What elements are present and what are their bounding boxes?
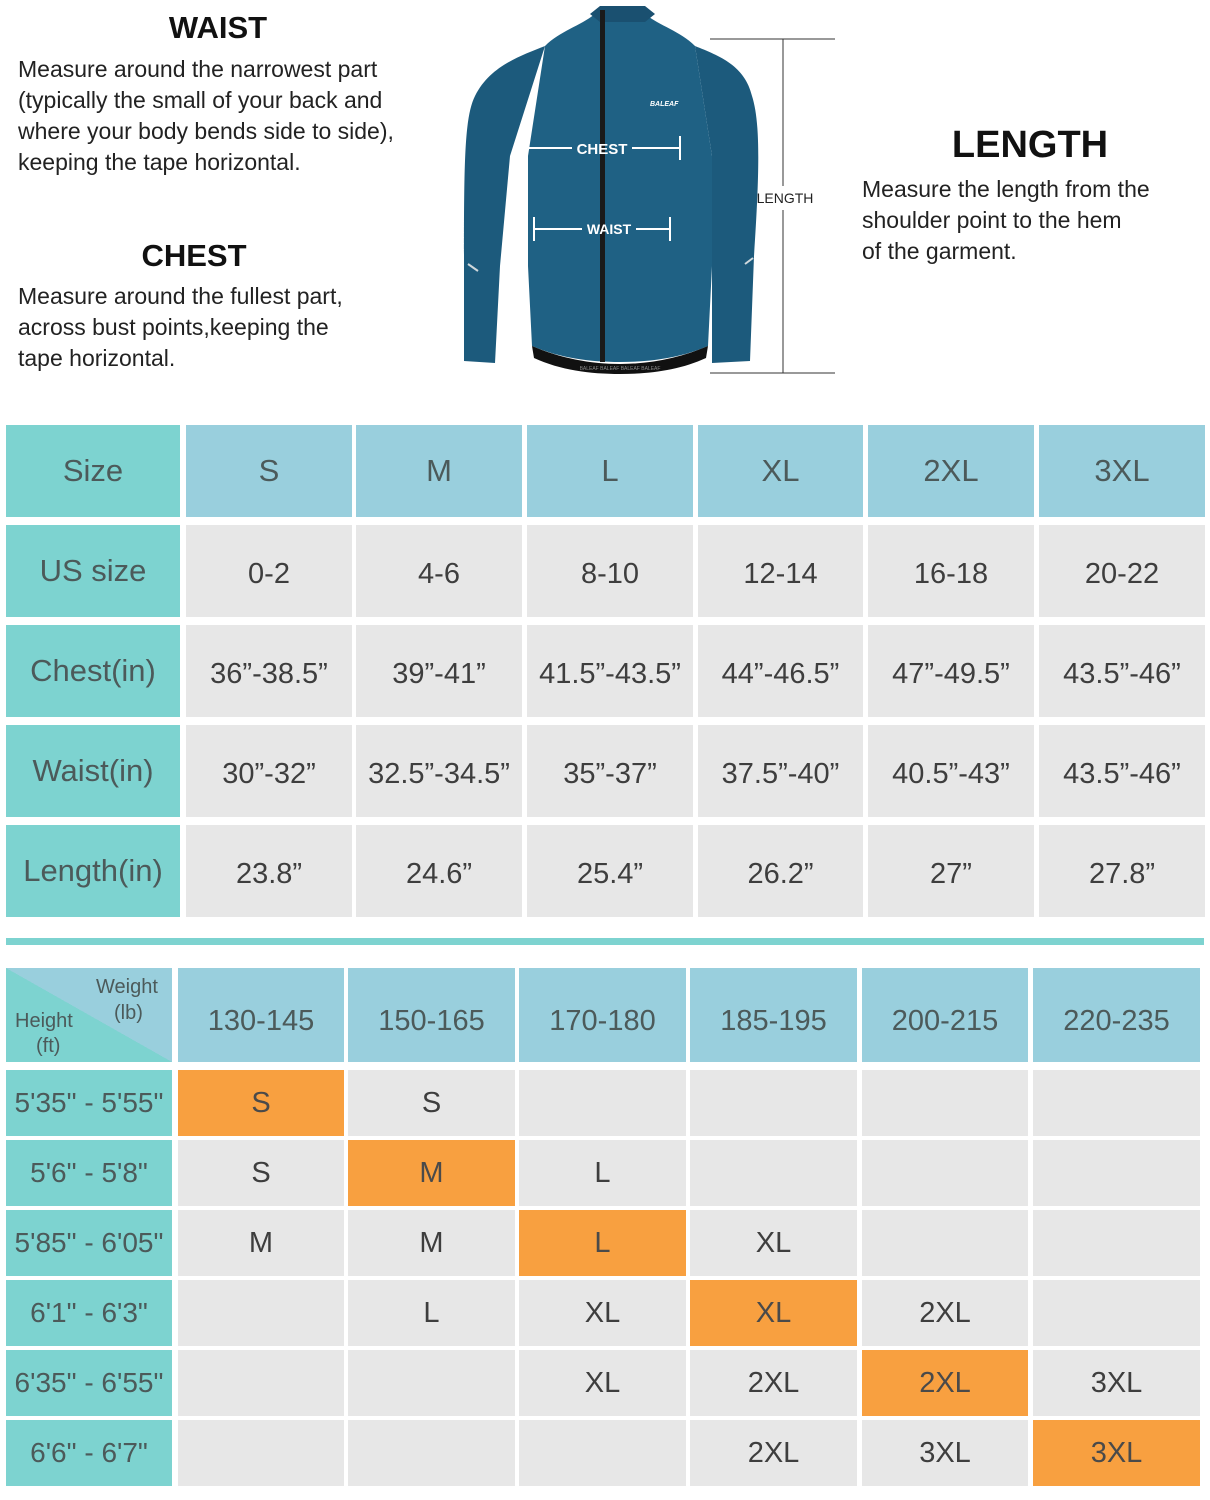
size-table-cell: 24.6” xyxy=(356,825,522,917)
size-header-cell: M xyxy=(356,425,522,517)
size-table-cell: 32.5”-34.5” xyxy=(356,725,522,817)
size-table-cell: 47”-49.5” xyxy=(868,625,1034,717)
waist-desc-line: (typically the small of your back and xyxy=(18,87,383,113)
size-table-cell: 40.5”-43” xyxy=(868,725,1034,817)
fit-table-cell xyxy=(519,1070,686,1136)
fit-table-cell: M xyxy=(348,1210,515,1276)
size-table-cell: 43.5”-46” xyxy=(1039,625,1205,717)
fit-weight-header: 200-215 xyxy=(862,968,1028,1062)
size-table-cell: 37.5”-40” xyxy=(698,725,863,817)
size-table-cell: 23.8” xyxy=(186,825,352,917)
chest-description xyxy=(18,281,458,374)
hem-text: BALEAF BALEAF BALEAF BALEAF xyxy=(579,366,661,372)
size-header-cell: S xyxy=(186,425,352,517)
size-table-cell: 36”-38.5” xyxy=(186,625,352,717)
fit-table-cell xyxy=(1033,1140,1200,1206)
fit-table-cell xyxy=(348,1420,515,1486)
fit-table-cell: XL xyxy=(519,1280,686,1346)
fit-table-cell xyxy=(690,1140,857,1206)
size-table-cell: 35”-37” xyxy=(527,725,693,817)
fit-table-cell: 2XL xyxy=(862,1280,1028,1346)
length-description xyxy=(862,174,1202,267)
fit-recommended-cell: S xyxy=(178,1070,344,1136)
fit-recommended-cell: 2XL xyxy=(862,1350,1028,1416)
fit-weight-header: 130-145 xyxy=(178,968,344,1062)
fit-table-cell xyxy=(178,1280,344,1346)
fit-table-cell: S xyxy=(178,1140,344,1206)
size-row-label: Waist(in) xyxy=(6,725,180,817)
size-table-cell: 16-18 xyxy=(868,525,1034,617)
size-table-cell: 43.5”-46” xyxy=(1039,725,1205,817)
fit-height-label: 6'35" - 6'55" xyxy=(6,1350,172,1416)
size-row-label: Chest(in) xyxy=(6,625,180,717)
size-table-cell: 8-10 xyxy=(527,525,693,617)
fit-table-cell: XL xyxy=(519,1350,686,1416)
fit-table-cell xyxy=(178,1420,344,1486)
size-header-label: Size xyxy=(6,425,180,517)
fit-table-cell xyxy=(519,1420,686,1486)
fit-table-cell xyxy=(862,1210,1028,1276)
chest-desc-line: Measure around the fullest part, xyxy=(18,283,343,309)
size-table-cell: 12-14 xyxy=(698,525,863,617)
corner-height-label: Height xyxy=(15,1010,73,1032)
fit-table-cell xyxy=(862,1140,1028,1206)
fit-height-label: 5'35" - 5'55" xyxy=(6,1070,172,1136)
size-table-cell: 27” xyxy=(868,825,1034,917)
jersey-illustration xyxy=(464,6,758,374)
fit-weight-header: 150-165 xyxy=(348,968,515,1062)
fit-table-cell xyxy=(1033,1210,1200,1276)
fit-height-label: 6'1" - 6'3" xyxy=(6,1280,172,1346)
size-header-cell: XL xyxy=(698,425,863,517)
fit-table-cell xyxy=(178,1350,344,1416)
fit-corner-cell xyxy=(6,968,172,1062)
fit-table-cell xyxy=(348,1350,515,1416)
size-table-cell: 39”-41” xyxy=(356,625,522,717)
chest-heading: CHEST xyxy=(141,238,247,273)
fit-table-cell: 3XL xyxy=(1033,1350,1200,1416)
fit-table-cell xyxy=(690,1070,857,1136)
fit-table-cell: 2XL xyxy=(690,1350,857,1416)
fit-weight-header: 185-195 xyxy=(690,968,857,1062)
length-heading: LENGTH xyxy=(951,124,1109,166)
waist-desc-line: Measure around the narrowest part xyxy=(18,56,378,82)
corner-weight-label: Weight xyxy=(96,976,158,998)
section-divider xyxy=(6,938,1204,945)
length-measure-label: LENGTH xyxy=(756,190,814,206)
fit-height-label: 5'85" - 6'05" xyxy=(6,1210,172,1276)
waist-heading: WAIST xyxy=(168,10,268,45)
waist-description xyxy=(18,54,458,178)
length-desc-line: of the garment. xyxy=(862,238,1017,264)
fit-recommended-cell: L xyxy=(519,1210,686,1276)
fit-weight-header: 220-235 xyxy=(1033,968,1200,1062)
fit-recommended-cell: M xyxy=(348,1140,515,1206)
waist-desc-line: where your body bends side to side), xyxy=(18,118,394,144)
size-table-cell: 41.5”-43.5” xyxy=(527,625,693,717)
fit-table-cell: XL xyxy=(690,1210,857,1276)
fit-table-cell xyxy=(1033,1070,1200,1136)
fit-table-cell: L xyxy=(348,1280,515,1346)
size-table-cell: 26.2” xyxy=(698,825,863,917)
fit-table-cell: S xyxy=(348,1070,515,1136)
length-desc-line: shoulder point to the hem xyxy=(862,207,1122,233)
fit-table-cell: L xyxy=(519,1140,686,1206)
fit-recommended-cell: XL xyxy=(690,1280,857,1346)
size-table-cell: 0-2 xyxy=(186,525,352,617)
size-header-cell: L xyxy=(527,425,693,517)
fit-table-cell xyxy=(862,1070,1028,1136)
chest-measure-label: CHEST xyxy=(576,141,628,158)
size-table-cell: 27.8” xyxy=(1039,825,1205,917)
fit-table-cell: 2XL xyxy=(690,1420,857,1486)
size-row-label: Length(in) xyxy=(6,825,180,917)
corner-height-unit: (ft) xyxy=(36,1035,61,1057)
size-header-cell: 2XL xyxy=(868,425,1034,517)
chest-desc-line: tape horizontal. xyxy=(18,345,176,371)
size-table-cell: 25.4” xyxy=(527,825,693,917)
fit-height-label: 5'6" - 5'8" xyxy=(6,1140,172,1206)
jersey-diagram xyxy=(450,6,850,386)
size-row-label: US size xyxy=(6,525,180,617)
fit-weight-header: 170-180 xyxy=(519,968,686,1062)
length-desc-line: Measure the length from the xyxy=(862,176,1150,202)
fit-table-cell: M xyxy=(178,1210,344,1276)
size-table-cell: 4-6 xyxy=(356,525,522,617)
waist-desc-line: keeping the tape horizontal. xyxy=(18,149,301,175)
fit-table-cell xyxy=(1033,1280,1200,1346)
size-table-cell: 20-22 xyxy=(1039,525,1205,617)
size-header-cell: 3XL xyxy=(1039,425,1205,517)
waist-measure-label: WAIST xyxy=(586,221,632,237)
fit-table-cell: 3XL xyxy=(862,1420,1028,1486)
fit-recommended-cell: 3XL xyxy=(1033,1420,1200,1486)
brand-logo: BALEAF xyxy=(650,101,679,108)
corner-weight-unit: (lb) xyxy=(114,1002,143,1024)
size-table-cell: 44”-46.5” xyxy=(698,625,863,717)
size-table-cell: 30”-32” xyxy=(186,725,352,817)
chest-desc-line: across bust points,keeping the xyxy=(18,314,329,340)
fit-height-label: 6'6" - 6'7" xyxy=(6,1420,172,1486)
